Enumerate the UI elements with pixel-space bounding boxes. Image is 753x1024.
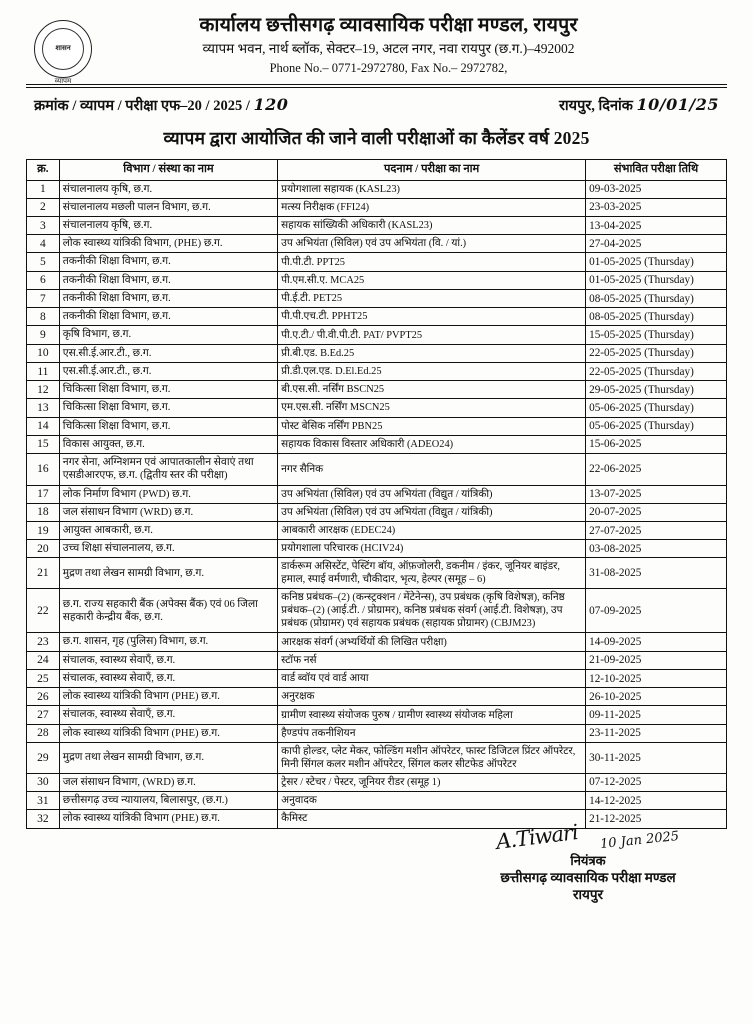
cell-department: लोक स्वास्थ्य यांत्रिकी विभाग, (PHE) छ.ग. bbox=[59, 235, 277, 253]
cell-department: एस.सी.ई.आर.टी., छ.ग. bbox=[59, 362, 277, 380]
exam-calendar-table-wrapper bbox=[0, 159, 753, 829]
cell-serial: 13 bbox=[27, 399, 60, 417]
cell-department: जल संसाधन विभाग (WRD) छ.ग. bbox=[59, 503, 277, 521]
cell-department: छ.ग. शासन, गृह (पुलिस) विभाग, छ.ग. bbox=[59, 633, 277, 651]
reference-number-value: 120 bbox=[253, 95, 289, 114]
organization-phone: Phone No.– 0771-2972780, Fax No.– 2972782, bbox=[269, 60, 508, 75]
reference-row bbox=[0, 88, 753, 115]
cell-serial: 8 bbox=[27, 308, 60, 326]
cell-date: 23-03-2025 bbox=[586, 198, 727, 216]
cell-date: 22-05-2025 (Thursday) bbox=[586, 362, 727, 380]
cell-post: आबकारी आरक्षक (EDEC24) bbox=[278, 522, 586, 540]
table-row bbox=[27, 706, 727, 724]
exam-calendar-table bbox=[26, 159, 727, 829]
cell-serial: 21 bbox=[27, 558, 60, 589]
cell-department: नगर सेना, अग्निशमन एवं आपातकालीन सेवाएं तथा एसडीआरएफ, छ.ग. (द्वितीय स्तर की परीक्षा) bbox=[59, 454, 277, 485]
cell-date: 12-10-2025 bbox=[586, 669, 727, 687]
cell-serial: 11 bbox=[27, 362, 60, 380]
cell-date: 14-09-2025 bbox=[586, 633, 727, 651]
table-header-row bbox=[27, 160, 727, 181]
cell-serial: 18 bbox=[27, 503, 60, 521]
reference-number bbox=[34, 95, 288, 115]
table-row bbox=[27, 326, 727, 344]
table-row bbox=[27, 399, 727, 417]
cell-department: उच्च शिक्षा संचालनालय, छ.ग. bbox=[59, 540, 277, 558]
table-row bbox=[27, 485, 727, 503]
cell-date: 26-10-2025 bbox=[586, 688, 727, 706]
signatory-organization-line2: रायपुर bbox=[572, 887, 604, 903]
cell-serial: 9 bbox=[27, 326, 60, 344]
reference-date-value: 10/01/25 bbox=[636, 95, 719, 114]
organization-title: कार्यालय छत्तीसगढ़ व्यावसायिक परीक्षा मण्डल, रायपुर bbox=[199, 15, 578, 36]
table-row bbox=[27, 810, 727, 828]
column-header-serial: क्र. bbox=[27, 160, 60, 181]
cell-post: कापी होल्डर, प्लेट मेकर, फोल्डिंग मशीन ऑपरेटर, फास्ट डिजिटल प्रिंटर ऑपरेटर, मिनी सिंगल कलर मशीन ऑपरेटर, सिंगल कलर सीटफेड ऑपरेटर bbox=[278, 742, 586, 773]
cell-date: 21-12-2025 bbox=[586, 810, 727, 828]
table-row bbox=[27, 308, 727, 326]
cell-serial: 6 bbox=[27, 271, 60, 289]
table-row bbox=[27, 522, 727, 540]
document-header bbox=[0, 0, 753, 85]
signatory-designation: नियंत्रक bbox=[570, 852, 606, 868]
cell-serial: 23 bbox=[27, 633, 60, 651]
cell-serial: 24 bbox=[27, 651, 60, 669]
cell-date: 13-04-2025 bbox=[586, 217, 727, 235]
cell-post: अनुरक्षक bbox=[278, 688, 586, 706]
table-row bbox=[27, 198, 727, 216]
cell-post: उप अभियंता (सिविल) एवं उप अभियंता (विद्युत / यांत्रिकी) bbox=[278, 503, 586, 521]
cell-date: 14-12-2025 bbox=[586, 792, 727, 810]
header-text-block bbox=[92, 14, 725, 76]
signatory-organization-line1: छत्तीसगढ़ व्यावसायिक परीक्षा मण्डल bbox=[500, 869, 676, 885]
cell-post: एम.एस.सी. नर्सिंग MSCN25 bbox=[278, 399, 586, 417]
emblem-inner-text: शासन bbox=[42, 28, 84, 70]
table-row bbox=[27, 773, 727, 791]
cell-post: नगर सैनिक bbox=[278, 454, 586, 485]
reference-date-label: रायपुर, दिनांक bbox=[558, 98, 633, 114]
cell-date: 20-07-2025 bbox=[586, 503, 727, 521]
cell-date: 15-06-2025 bbox=[586, 435, 727, 453]
cell-department: लोक स्वास्थ्य यांत्रिकी विभाग (PHE) छ.ग. bbox=[59, 810, 277, 828]
cell-serial: 2 bbox=[27, 198, 60, 216]
table-row bbox=[27, 454, 727, 485]
table-body bbox=[27, 180, 727, 828]
table-row bbox=[27, 633, 727, 651]
cell-date: 08-05-2025 (Thursday) bbox=[586, 289, 727, 307]
cell-date: 23-11-2025 bbox=[586, 724, 727, 742]
table-row bbox=[27, 503, 727, 521]
cell-post: पी.एम.सी.ए. MCA25 bbox=[278, 271, 586, 289]
cell-date: 01-05-2025 (Thursday) bbox=[586, 271, 727, 289]
cell-serial: 26 bbox=[27, 688, 60, 706]
reference-date bbox=[559, 95, 719, 115]
cell-department: संचालक, स्वास्थ्य सेवाएँ, छ.ग. bbox=[59, 651, 277, 669]
cell-post: प्रयोगशाला सहायक (KASL23) bbox=[278, 180, 586, 198]
table-row bbox=[27, 235, 727, 253]
cell-department: एस.सी.ई.आर.टी., छ.ग. bbox=[59, 344, 277, 362]
cell-post: पोस्ट बेसिक नर्सिंग PBN25 bbox=[278, 417, 586, 435]
table-row bbox=[27, 217, 727, 235]
cell-post: ग्रामीण स्वास्थ्य संयोजक पुरुष / ग्रामीण स्वास्थ्य संयोजक महिला bbox=[278, 706, 586, 724]
cell-date: 09-03-2025 bbox=[586, 180, 727, 198]
cell-serial: 31 bbox=[27, 792, 60, 810]
cell-date: 31-08-2025 bbox=[586, 558, 727, 589]
cell-post: स्टॉफ नर्स bbox=[278, 651, 586, 669]
cell-department: विकास आयुक्त, छ.ग. bbox=[59, 435, 277, 453]
cell-post: पी.पी.टी. PPT25 bbox=[278, 253, 586, 271]
table-row bbox=[27, 589, 727, 633]
cell-post: सहायक सांख्यिकी अधिकारी (KASL23) bbox=[278, 217, 586, 235]
cell-serial: 20 bbox=[27, 540, 60, 558]
cell-serial: 19 bbox=[27, 522, 60, 540]
cell-date: 30-11-2025 bbox=[586, 742, 727, 773]
cell-department: संचालक, स्वास्थ्य सेवाएँ, छ.ग. bbox=[59, 706, 277, 724]
table-row bbox=[27, 362, 727, 380]
cell-department: आयुक्त आबकारी, छ.ग. bbox=[59, 522, 277, 540]
cell-serial: 32 bbox=[27, 810, 60, 828]
cell-serial: 14 bbox=[27, 417, 60, 435]
cell-post: आरक्षक संवर्ग (अभ्यर्थियों की लिखित परीक्षा) bbox=[278, 633, 586, 651]
cell-post: डार्करूम असिस्टेंट, पेस्टिंग बॉय, ऑफ़जोलरी, डकनीम / इंकर, जूनियर बाइंडर, हमाल, स्पाई वर्मणारी, चौकीदार, भृत्य, हेल्पर (समूह – 6) bbox=[278, 558, 586, 589]
table-row bbox=[27, 688, 727, 706]
cell-date: 27-07-2025 bbox=[586, 522, 727, 540]
cell-post: पी.ए.टी./ पी.वी.पी.टी. PAT/ PVPT25 bbox=[278, 326, 586, 344]
cell-serial: 16 bbox=[27, 454, 60, 485]
cell-department: मुद्रण तथा लेखन सामग्री विभाग, छ.ग. bbox=[59, 742, 277, 773]
cell-date: 13-07-2025 bbox=[586, 485, 727, 503]
emblem-caption: व्यापम bbox=[54, 77, 72, 85]
cell-department: छ.ग. राज्य सहकारी बैंक (अपेक्स बैंक) एवं 06 जिला सहकारी केन्द्रीय बैंक, छ.ग. bbox=[59, 589, 277, 633]
cell-post: कनिष्ठ प्रबंधक–(2) (कन्स्ट्रक्शन / मेंटेनेन्स), उप प्रबंधक (कृषि विशेषज्ञ), कनिष्ठ प्रबंधक–(2) (आई.टी. / प्रोग्रामर), कनिष्ठ प्रबंधक संवर्ग (आई.टी. विशेषज्ञ), उप प्रबंधक (प्रोग्रामर) एवं सहायक प्रबंधक (सहायक प्रोग्रामर) (CBJM23) bbox=[278, 589, 586, 633]
organization-address: व्यापम भवन, नार्थ ब्लॉक, सेक्टर–19, अटल नगर, नवा रायपुर (छ.ग.)–492002 bbox=[202, 41, 575, 57]
cell-post: कैमिस्ट bbox=[278, 810, 586, 828]
cell-department: संचालनालय मछली पालन विभाग, छ.ग. bbox=[59, 198, 277, 216]
cell-date: 05-06-2025 (Thursday) bbox=[586, 399, 727, 417]
cell-post: उप अभियंता (सिविल) एवं उप अभियंता (विद्युत / यांत्रिकी) bbox=[278, 485, 586, 503]
cell-department: लोक स्वास्थ्य यांत्रिकी विभाग (PHE) छ.ग. bbox=[59, 724, 277, 742]
table-row bbox=[27, 742, 727, 773]
column-header-date: संभावित परीक्षा तिथि bbox=[586, 160, 727, 181]
cell-post: पी.ई.टी. PET25 bbox=[278, 289, 586, 307]
column-header-department: विभाग / संस्था का नाम bbox=[59, 160, 277, 181]
cell-department: चिकित्सा शिक्षा विभाग, छ.ग. bbox=[59, 381, 277, 399]
table-row bbox=[27, 669, 727, 687]
signature-block bbox=[463, 819, 713, 904]
cell-post: हैण्डपंप तकनीशियन bbox=[278, 724, 586, 742]
cell-serial: 28 bbox=[27, 724, 60, 742]
table-row bbox=[27, 724, 727, 742]
table-row bbox=[27, 344, 727, 362]
cell-date: 08-05-2025 (Thursday) bbox=[586, 308, 727, 326]
cell-department: लोक स्वास्थ्य यांत्रिकी विभाग (PHE) छ.ग. bbox=[59, 688, 277, 706]
table-row bbox=[27, 540, 727, 558]
cell-post: बी.एस.सी. नर्सिंग BSCN25 bbox=[278, 381, 586, 399]
page-title: व्यापम द्वारा आयोजित की जाने वाली परीक्षाओं का कैलेंडर वर्ष 2025 bbox=[163, 128, 590, 148]
column-header-post: पदनाम / परीक्षा का नाम bbox=[278, 160, 586, 181]
cell-serial: 3 bbox=[27, 217, 60, 235]
cell-department: लोक निर्माण विभाग (PWD) छ.ग. bbox=[59, 485, 277, 503]
table-row bbox=[27, 417, 727, 435]
cell-date: 15-05-2025 (Thursday) bbox=[586, 326, 727, 344]
table-row bbox=[27, 792, 727, 810]
cell-date: 22-06-2025 bbox=[586, 454, 727, 485]
cell-date: 07-09-2025 bbox=[586, 589, 727, 633]
cell-department: तकनीकी शिक्षा विभाग, छ.ग. bbox=[59, 271, 277, 289]
cell-post: वार्ड ब्वॉय एवं वार्ड आया bbox=[278, 669, 586, 687]
cell-post: अनुवादक bbox=[278, 792, 586, 810]
government-emblem-icon bbox=[34, 20, 92, 85]
cell-serial: 29 bbox=[27, 742, 60, 773]
cell-department: तकनीकी शिक्षा विभाग, छ.ग. bbox=[59, 289, 277, 307]
cell-serial: 7 bbox=[27, 289, 60, 307]
cell-department: जल संसाधन विभाग, (WRD) छ.ग. bbox=[59, 773, 277, 791]
cell-department: संचालनालय कृषि, छ.ग. bbox=[59, 217, 277, 235]
table-row bbox=[27, 651, 727, 669]
cell-serial: 15 bbox=[27, 435, 60, 453]
cell-department: तकनीकी शिक्षा विभाग, छ.ग. bbox=[59, 308, 277, 326]
signature-scribble: A.Tiwari bbox=[495, 819, 580, 854]
table-row bbox=[27, 558, 727, 589]
cell-serial: 10 bbox=[27, 344, 60, 362]
cell-department: संचालनालय कृषि, छ.ग. bbox=[59, 180, 277, 198]
header-divider bbox=[26, 84, 727, 85]
cell-department: चिकित्सा शिक्षा विभाग, छ.ग. bbox=[59, 399, 277, 417]
cell-date: 29-05-2025 (Thursday) bbox=[586, 381, 727, 399]
cell-serial: 1 bbox=[27, 180, 60, 198]
cell-serial: 5 bbox=[27, 253, 60, 271]
cell-serial: 30 bbox=[27, 773, 60, 791]
cell-department: कृषि विभाग, छ.ग. bbox=[59, 326, 277, 344]
reference-number-label: क्रमांक / व्यापम / परीक्षा एफ–20 / 2025 / bbox=[34, 98, 250, 114]
table-row bbox=[27, 381, 727, 399]
table-row bbox=[27, 253, 727, 271]
table-row bbox=[27, 435, 727, 453]
cell-serial: 27 bbox=[27, 706, 60, 724]
cell-post: सहायक विकास विस्तार अधिकारी (ADEO24) bbox=[278, 435, 586, 453]
cell-date: 05-06-2025 (Thursday) bbox=[586, 417, 727, 435]
cell-post: पी.पी.एच.टी. PPHT25 bbox=[278, 308, 586, 326]
cell-date: 27-04-2025 bbox=[586, 235, 727, 253]
cell-date: 03-08-2025 bbox=[586, 540, 727, 558]
cell-department: तकनीकी शिक्षा विभाग, छ.ग. bbox=[59, 253, 277, 271]
cell-date: 07-12-2025 bbox=[586, 773, 727, 791]
cell-department: छत्तीसगढ़ उच्च न्यायालय, बिलासपुर, (छ.ग.) bbox=[59, 792, 277, 810]
cell-post: प्री.डी.एल.एड. D.El.Ed.25 bbox=[278, 362, 586, 380]
cell-post: प्री.बी.एड. B.Ed.25 bbox=[278, 344, 586, 362]
table-row bbox=[27, 289, 727, 307]
cell-date: 09-11-2025 bbox=[586, 706, 727, 724]
cell-post: उप अभियंता (सिविल) एवं उप अभियंता (वि. / यां.) bbox=[278, 235, 586, 253]
cell-department: चिकित्सा शिक्षा विभाग, छ.ग. bbox=[59, 417, 277, 435]
cell-serial: 22 bbox=[27, 589, 60, 633]
cell-department: संचालक, स्वास्थ्य सेवाएँ, छ.ग. bbox=[59, 669, 277, 687]
cell-serial: 12 bbox=[27, 381, 60, 399]
cell-date: 21-09-2025 bbox=[586, 651, 727, 669]
table-row bbox=[27, 180, 727, 198]
cell-post: मत्स्य निरीक्षक (FFI24) bbox=[278, 198, 586, 216]
cell-date: 22-05-2025 (Thursday) bbox=[586, 344, 727, 362]
cell-serial: 17 bbox=[27, 485, 60, 503]
cell-post: प्रयोगशाला परिचारक (HCIV24) bbox=[278, 540, 586, 558]
cell-post: ट्रेसर / स्टेचर / पेस्टर, जूनियर रीडर (समूह 1) bbox=[278, 773, 586, 791]
cell-serial: 25 bbox=[27, 669, 60, 687]
cell-date: 01-05-2025 (Thursday) bbox=[586, 253, 727, 271]
table-row bbox=[27, 271, 727, 289]
cell-department: मुद्रण तथा लेखन सामग्री विभाग, छ.ग. bbox=[59, 558, 277, 589]
cell-serial: 4 bbox=[27, 235, 60, 253]
signature-date: 10 Jan 2025 bbox=[599, 828, 681, 852]
